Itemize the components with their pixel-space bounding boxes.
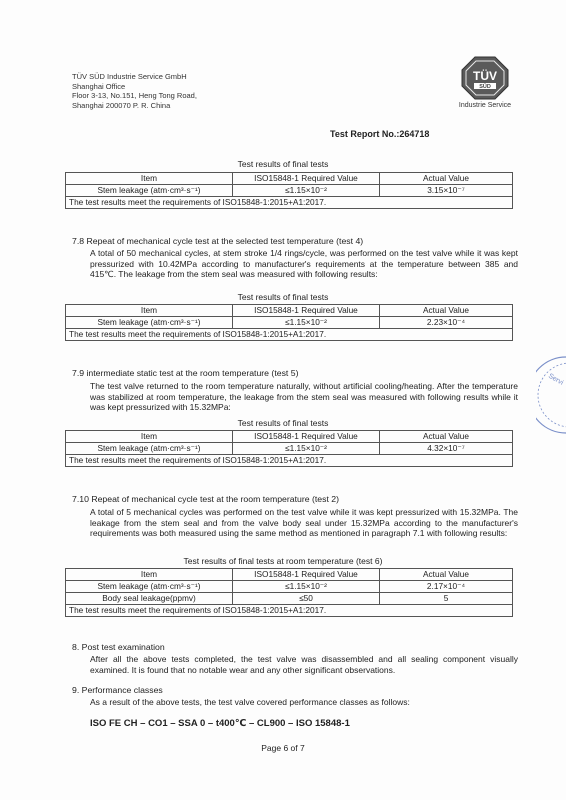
table4-caption: Test results of final tests at room temperature (test 6) [183,556,383,566]
table-note-row [66,329,513,341]
page-number: Page 6 of 7 [261,743,305,753]
header-required: ISO15848-1 Required Value [233,173,380,185]
table-row [66,593,513,605]
section-9-text: As a result of the above tests, the test valve covered performance classes as follows: [90,697,410,707]
section-7-8-text: A total of 50 mechanical cycles, at stem stroke 1/4 rings/cycle, was performed on the test valve while it was kept pressurized with 10.42MPa according to manufacturer's requirements at the temperature between 385 and 415℃. The leakage from the stem seal was measured with following results: [90,248,518,279]
header-item: Item [66,431,233,443]
conformity-note: The test results meet the requirements of ISO15848-1:2015+A1:2017. [66,455,513,467]
results-table-2 [65,304,513,341]
header-actual: Actual Value [380,173,513,185]
tuv-octagon-icon [461,56,509,100]
header-actual: Actual Value [380,431,513,443]
conformity-note: The test results meet the requirements of ISO15848-1:2015+A1:2017. [66,329,513,341]
actual-cell: 4.32×10⁻⁷ [380,443,513,455]
table-note-row [66,197,513,209]
header-actual: Actual Value [380,305,513,317]
required-cell: ≤1.15×10⁻² [233,581,380,593]
required-cell: ≤50 [233,593,380,605]
section-7-10-heading: 7.10 Repeat of mechanical cycle test at the room temperature (test 2) [72,494,340,504]
results-table-1 [65,172,513,209]
section-8-text: After all the above tests completed, the test valve was disassembled and all sealing component visually examined. It is found that no notable wear and any other significant observations. [90,654,518,675]
stamp-text: Servi [547,372,565,387]
table-header-row [66,431,513,443]
table2-caption: Test results of final tests [237,292,329,302]
section-7-9-text: The test valve returned to the room temperature naturally, without artificial cooling/heating. After the temperature was stabilized at room temperature, the leakage from the stem seal was measured with following results while it was kept pressurized with 15.32MPa: [90,381,518,412]
table-header-row [66,569,513,581]
report-number: Test Report No.:264718 [330,129,430,139]
logo-caption: Industrie Service [458,102,512,109]
actual-cell: 3.15×10⁻⁷ [380,185,513,197]
table1-caption: Test results of final tests [237,159,329,169]
header-actual: Actual Value [380,569,513,581]
header-required: ISO15848-1 Required Value [233,569,380,581]
logo-top-text: TÜV [473,69,497,83]
table-note-row [66,605,513,617]
logo-bottom-text: SÜD [479,84,491,90]
company-address [72,72,197,110]
performance-classes: ISO FE CH – CO1 – SSA 0 – t400℃ – CL900 – ISO 15848-1 [90,718,350,729]
required-cell: ≤1.15×10⁻² [233,185,380,197]
address-line: Floor 3-13, No.151, Heng Tong Road, [72,91,197,100]
item-cell: Stem leakage (atm·cm³·s⁻¹) [66,581,233,593]
table-note-row [66,455,513,467]
item-cell: Stem leakage (atm·cm³·s⁻¹) [66,317,233,329]
table-row [66,317,513,329]
section-7-10-text: A total of 5 mechanical cycles was performed on the test valve while it was kept pressurized with 15.32MPa. The leakage from the stem seal and from the valve body seal under 15.32MPa according to the manufacturer's requirements was both measured using the same method as mentioned in paragraph 7.1 with following results: [90,507,518,538]
required-cell: ≤1.15×10⁻² [233,443,380,455]
address-line: Shanghai 200070 P. R. China [72,100,171,110]
partial-stamp [536,355,566,435]
table-header-row [66,173,513,185]
address-line: TÜV SÜD Industrie Service GmbH [72,72,187,81]
header-required: ISO15848-1 Required Value [233,305,380,317]
required-cell: ≤1.15×10⁻² [233,317,380,329]
tuv-sud-logo [454,56,516,109]
item-cell: Stem leakage (atm·cm³·s⁻¹) [66,443,233,455]
header-item: Item [66,173,233,185]
actual-cell: 2.23×10⁻⁴ [380,317,513,329]
actual-cell: 2.17×10⁻⁴ [380,581,513,593]
item-cell: Body seal leakage(ppmv) [66,593,233,605]
table3-caption: Test results of final tests [237,418,329,428]
results-table-3 [65,430,513,467]
address-line: Shanghai Office [72,81,126,91]
actual-cell: 5 [380,593,513,605]
section-7-9-heading: 7.9 intermediate static test at the room temperature (test 5) [72,368,299,378]
header-item: Item [66,569,233,581]
table-header-row [66,305,513,317]
conformity-note: The test results meet the requirements of ISO15848-1:2015+A1:2017. [66,197,513,209]
table-row [66,443,513,455]
results-table-4 [65,568,513,617]
section-7-8-heading: 7.8 Repeat of mechanical cycle test at the selected test temperature (test 4) [72,236,364,246]
section-8-heading: 8. Post test examination [72,642,165,652]
table-row [66,185,513,197]
section-9-heading: 9. Performance classes [72,685,163,695]
item-cell: Stem leakage (atm·cm³·s⁻¹) [66,185,233,197]
header-item: Item [66,305,233,317]
header-required: ISO15848-1 Required Value [233,431,380,443]
conformity-note: The test results meet the requirements of ISO15848-1:2015+A1:2017. [66,605,513,617]
table-row [66,581,513,593]
